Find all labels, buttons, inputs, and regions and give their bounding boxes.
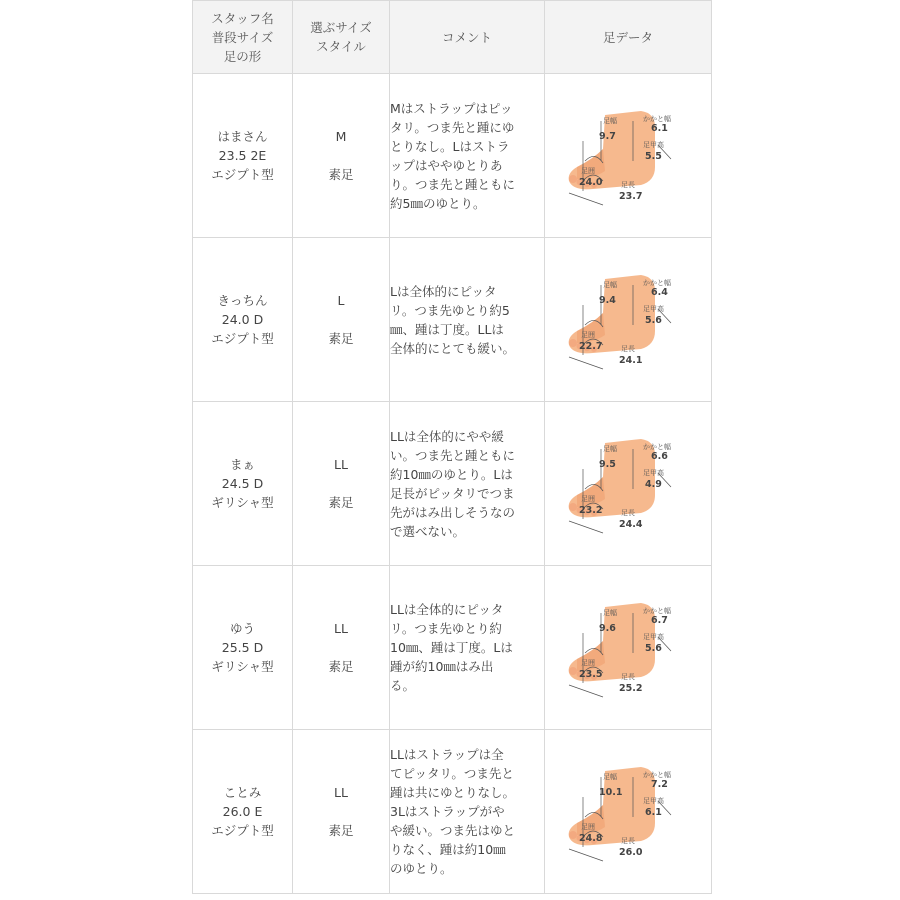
foot-size-table — [192, 0, 712, 894]
comment-line: 全体的にとても緩い。 — [390, 340, 516, 356]
comment-line: のゆとり。 — [390, 861, 453, 876]
instep-value: 4.9 — [645, 478, 662, 490]
girth-value: 24.8 — [579, 832, 603, 844]
usual-size: 24.5 D — [221, 476, 264, 491]
width-value: 9.6 — [599, 622, 616, 634]
foot-shape: ギリシャ型 — [211, 659, 274, 674]
comment-line: ップはややゆとりあ — [390, 157, 503, 173]
foot-data-cell — [545, 402, 712, 566]
length-value: 24.4 — [619, 518, 643, 530]
girth-label: 足囲 — [581, 166, 595, 175]
comment-line: や緩い。つま先はゆと — [390, 823, 516, 838]
chosen-size: LL — [334, 785, 348, 800]
table-row — [193, 402, 712, 566]
heel-label: かかと幅 — [643, 606, 671, 615]
comment-line: てピッタリ。つま先と — [390, 766, 514, 781]
heel-label: かかと幅 — [643, 278, 671, 287]
heel-value: 6.6 — [651, 450, 668, 462]
width-label: 足幅 — [603, 444, 617, 453]
width-value: 9.5 — [599, 458, 616, 470]
instep-label: 足甲高 — [643, 796, 664, 805]
style: 素足 — [328, 495, 354, 510]
staff-name: はまさん — [217, 129, 268, 144]
instep-value: 5.6 — [645, 314, 662, 326]
style: 素足 — [328, 331, 354, 346]
chosen-size: M — [335, 129, 347, 144]
length-label: 足長 — [621, 672, 635, 681]
size-cell — [293, 566, 390, 730]
width-label: 足幅 — [603, 608, 617, 617]
heel-label: かかと幅 — [643, 770, 671, 779]
girth-label: 足囲 — [581, 330, 595, 339]
comment-line: 先がはみ出しそうなの — [390, 504, 516, 520]
comment-cell — [390, 730, 545, 894]
usual-size: 23.5 2E — [218, 148, 267, 163]
table-row — [193, 74, 712, 238]
girth-label: 足囲 — [581, 494, 595, 503]
foot-shape: エジプト型 — [211, 331, 274, 346]
foot-diagram — [563, 593, 693, 703]
header-comment: コメント — [390, 1, 545, 74]
comment-line: で選べない。 — [390, 523, 466, 539]
comment-line: Lは全体的にピッタ — [390, 283, 497, 299]
staff-cell — [193, 566, 293, 730]
instep-label: 足甲高 — [643, 304, 664, 313]
usual-size: 24.0 D — [221, 312, 264, 327]
comment-cell — [390, 566, 545, 730]
comment-line: Mはストラップはピッ — [390, 100, 513, 116]
heel-value: 6.7 — [651, 614, 668, 626]
comment-line: 約10㎜のゆとり。Lは — [390, 466, 513, 482]
table-row — [193, 566, 712, 730]
staff-cell — [193, 402, 293, 566]
staff-cell — [193, 730, 293, 894]
heel-value: 7.2 — [651, 778, 668, 790]
header-size-style: 選ぶサイズ スタイル — [293, 1, 390, 74]
heel-value: 6.1 — [651, 122, 668, 134]
instep-value: 6.1 — [645, 806, 662, 818]
foot-data-cell — [545, 566, 712, 730]
comment-line: 10㎜、踵は丁度。Lは — [390, 640, 513, 655]
comment-line: リ。つま先ゆとり約5 — [390, 302, 510, 318]
comment-line: リ。つま先ゆとり約 — [390, 621, 502, 636]
comment-cell — [390, 74, 545, 238]
staff-name: きっちん — [217, 293, 268, 308]
header-foot-data: 足データ — [545, 1, 712, 74]
width-value: 10.1 — [599, 786, 623, 798]
table-row — [193, 730, 712, 894]
foot-diagram — [563, 101, 693, 211]
foot-shape: エジプト型 — [211, 823, 274, 838]
comment-line: LLは全体的にピッタ — [390, 602, 504, 617]
chosen-size: LL — [334, 621, 348, 636]
comment-line: 約5㎜のゆとり。 — [390, 195, 486, 211]
heel-label: かかと幅 — [643, 114, 671, 123]
comment-line: LLは全体的にやや緩 — [390, 428, 504, 444]
size-cell — [293, 730, 390, 894]
length-value: 26.0 — [619, 846, 643, 858]
size-cell — [293, 74, 390, 238]
length-label: 足長 — [621, 344, 635, 353]
length-value: 24.1 — [619, 354, 643, 366]
size-cell — [293, 238, 390, 402]
length-value: 25.2 — [619, 682, 643, 694]
instep-label: 足甲高 — [643, 140, 664, 149]
usual-size: 26.0 E — [222, 804, 263, 819]
length-label: 足長 — [621, 180, 635, 189]
style: 素足 — [328, 167, 354, 182]
table-row — [193, 238, 712, 402]
width-value: 9.4 — [599, 294, 616, 306]
foot-diagram — [563, 429, 693, 539]
comment-line: い。つま先と踵ともに — [390, 447, 516, 463]
girth-label: 足囲 — [581, 822, 595, 831]
heel-value: 6.4 — [651, 286, 668, 298]
chosen-size: L — [337, 293, 345, 308]
girth-value: 22.7 — [579, 340, 603, 352]
length-value: 23.7 — [619, 190, 643, 202]
instep-label: 足甲高 — [643, 468, 664, 477]
comment-line: りなく、踵は約10㎜ — [390, 842, 506, 857]
comment-line: 足長がピッタリでつま — [390, 485, 515, 501]
foot-shape: ギリシャ型 — [211, 495, 274, 510]
foot-diagram — [563, 757, 693, 867]
style: 素足 — [328, 659, 354, 674]
girth-value: 23.2 — [579, 504, 603, 516]
comment-line: とりなし。Lはストラ — [390, 138, 510, 154]
instep-value: 5.5 — [645, 150, 662, 162]
comment-cell — [390, 238, 545, 402]
foot-data-cell — [545, 730, 712, 894]
foot-diagram — [563, 265, 693, 375]
comment-line: タリ。つま先と踵にゆ — [390, 119, 515, 135]
usual-size: 25.5 D — [221, 640, 264, 655]
heel-label: かかと幅 — [643, 442, 671, 451]
comment-line: ㎜、踵は丁度。LLは — [390, 321, 504, 337]
comment-cell — [390, 402, 545, 566]
chosen-size: LL — [334, 457, 348, 472]
style: 素足 — [328, 823, 354, 838]
header-row — [193, 1, 712, 74]
staff-name: ことみ — [223, 785, 262, 800]
girth-value: 24.0 — [579, 176, 603, 188]
width-label: 足幅 — [603, 772, 617, 781]
size-cell — [293, 402, 390, 566]
instep-value: 5.6 — [645, 642, 662, 654]
foot-shape: エジプト型 — [211, 167, 274, 182]
comment-line: 3Lはストラップがや — [390, 804, 505, 819]
girth-value: 23.5 — [579, 668, 603, 680]
comment-line: 踵が約10㎜はみ出 — [390, 659, 494, 674]
staff-name: まぁ — [229, 457, 255, 472]
staff-cell — [193, 74, 293, 238]
length-label: 足長 — [621, 508, 635, 517]
staff-cell — [193, 238, 293, 402]
width-label: 足幅 — [603, 116, 617, 125]
foot-data-cell — [545, 238, 712, 402]
staff-name: ゆう — [229, 621, 255, 636]
instep-label: 足甲高 — [643, 632, 664, 641]
foot-data-cell — [545, 74, 712, 238]
header-staff: スタッフ名 普段サイズ 足の形 — [193, 1, 293, 74]
comment-line: 踵は共にゆとりなし。 — [390, 785, 516, 800]
width-label: 足幅 — [603, 280, 617, 289]
comment-line: LLはストラップは全 — [390, 747, 504, 762]
length-label: 足長 — [621, 836, 635, 845]
comment-line: り。つま先と踵ともに — [390, 176, 516, 192]
width-value: 9.7 — [599, 130, 616, 142]
girth-label: 足囲 — [581, 658, 595, 667]
comment-line: る。 — [390, 678, 416, 693]
